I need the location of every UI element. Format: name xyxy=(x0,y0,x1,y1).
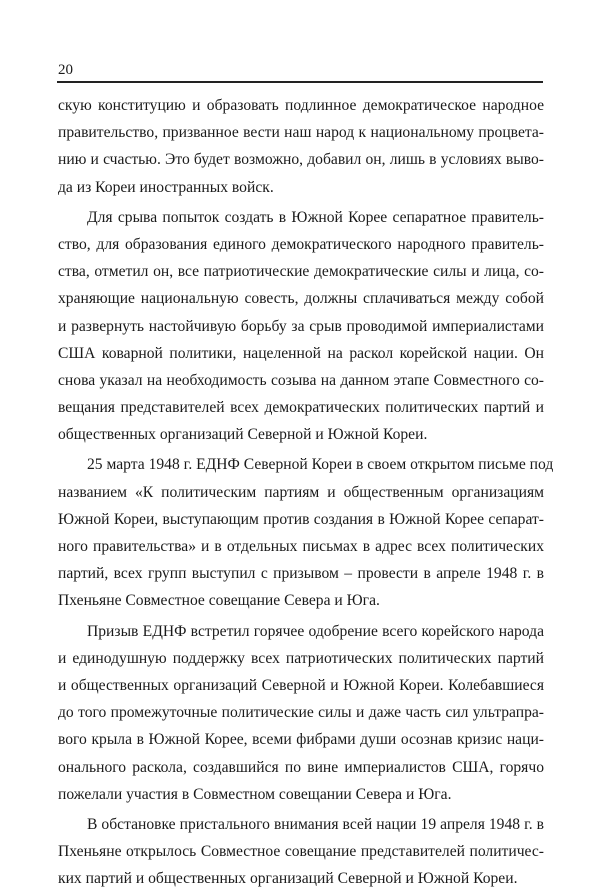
text-line: да из Кореи иностранных войск. xyxy=(58,178,274,196)
text-line: ких партий и общественных организаций Северной и Южной Кореи. xyxy=(58,870,518,888)
body-text xyxy=(58,92,554,892)
text-line: снова указал на необходимость созыва на данном этапе Совместного со- xyxy=(58,371,544,389)
text-line: Южной Кореи, выступающим против создания в Южной Корее сепарат- xyxy=(58,510,544,528)
text-line: Для срыва попыток создать в Южной Корее сепаратное правитель- xyxy=(87,208,544,226)
text-line: до того промежуточные политические силы и даже часть сил ультрапра- xyxy=(58,704,544,722)
text-line: вого крыла в Южной Корее, всеми фибрами души осознав кризис наци- xyxy=(58,731,544,749)
text-line: нию и счастью. Это будет возможно, добавил он, лишь в условиях выво- xyxy=(58,151,544,169)
text-line: В обстановке пристального внимания всей нации 19 апреля 1948 г. в xyxy=(87,815,544,833)
paragraph xyxy=(58,451,554,614)
text-line: Пхеньяне Совместное совещание Севера и Юга. xyxy=(58,592,380,610)
text-line: и развернуть настойчивую борьбу за срыв проводимой империалистами xyxy=(58,317,544,335)
text-line: храняющие национальную совесть, должны сплачиваться между собой xyxy=(58,290,544,308)
text-line: ство, для образования единого демократического народного правитель- xyxy=(58,235,544,253)
text-line: и единодушную поддержку всех патриотических политических партий xyxy=(58,649,544,667)
text-line: вещания представителей всех демократических политических партий и xyxy=(58,399,544,417)
text-line: партий, всех групп выступил с призывом – провести в апреле 1948 г. в xyxy=(58,565,544,583)
text-line: ного правительства» и в отдельных письмах в адрес всех политических xyxy=(58,538,544,555)
text-line: скую конституцию и образовать подлинное демократическое народное xyxy=(58,97,544,114)
text-line: Пхеньяне открылось Совместное совещание представителей политичес- xyxy=(58,843,544,861)
text-line: ства, отметил он, все патриотические демократические силы и лица, со- xyxy=(58,263,544,281)
text-line: и общественных организаций Северной и Южной Кореи. Колебавшиеся xyxy=(58,676,544,694)
paragraph xyxy=(58,204,544,449)
paragraph xyxy=(58,811,544,892)
text-line: пожелали участия в Совместном совещании Севера и Юга. xyxy=(58,785,452,803)
text-line: 25 марта 1948 г. ЕДНФ Северной Кореи в своем открытом письме под xyxy=(87,456,554,474)
text-line: Призыв ЕДНФ встретил горячее одобрение всего корейского народа xyxy=(87,622,544,640)
text-line: правительство, призванное вести наш народ к национальному процвета- xyxy=(58,124,544,142)
header-rule xyxy=(57,81,543,83)
paragraph xyxy=(58,92,544,201)
text-line: общественных организаций Северной и Южной Кореи. xyxy=(58,426,428,444)
text-line: названием «К политическим партиям и общественным организациям xyxy=(58,483,544,501)
text-line: онального раскола, создавшийся по вине империалистов США, горячо xyxy=(58,758,544,776)
page-number: 20 xyxy=(58,62,73,78)
text-line: США коварной политики, нацеленной на раскол корейской нации. Он xyxy=(58,344,544,362)
paragraph xyxy=(58,618,544,808)
